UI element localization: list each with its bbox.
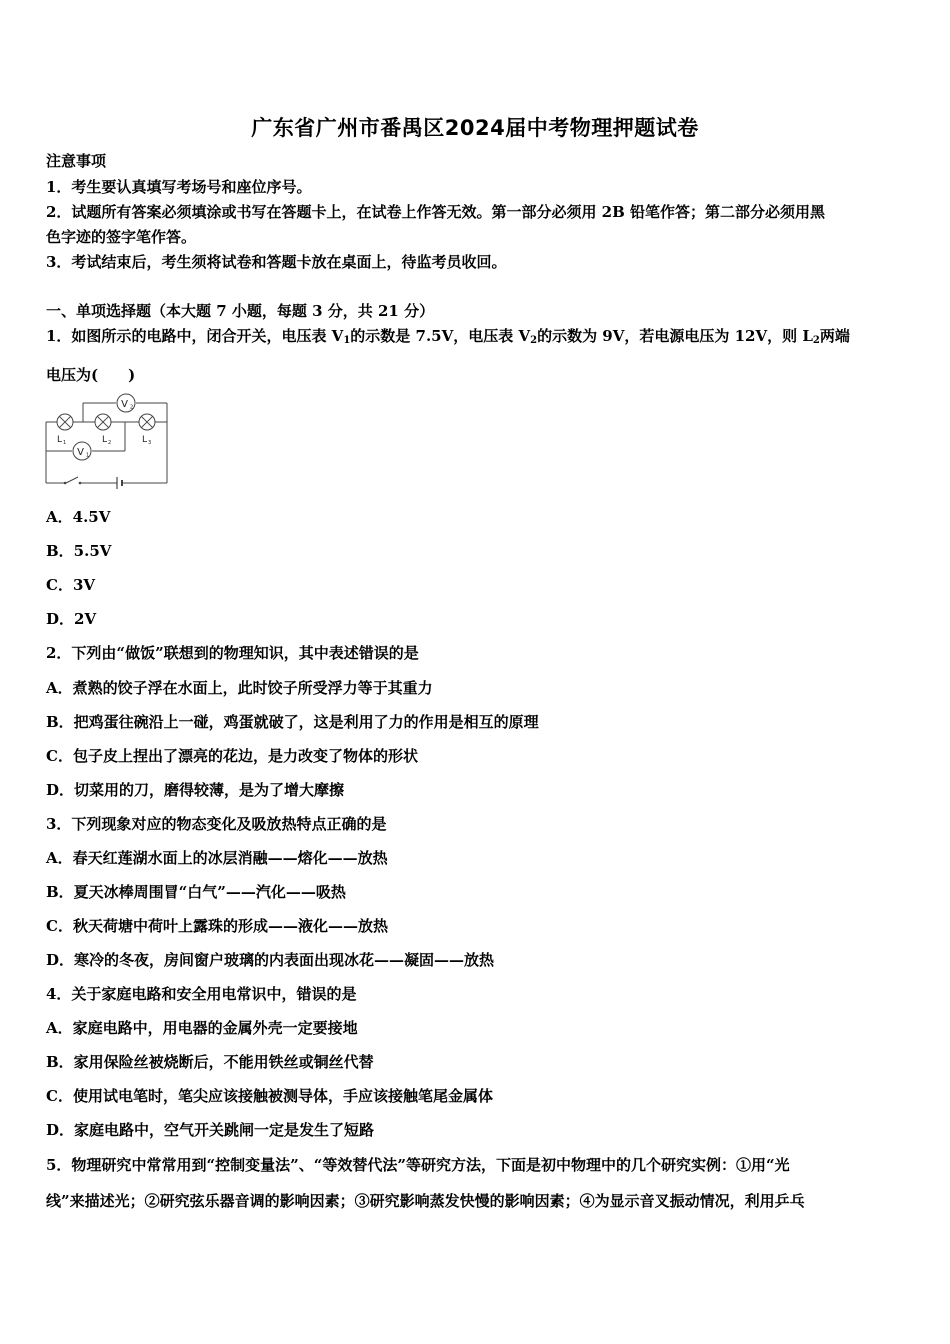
q1-text-4: 两端 <box>819 327 850 345</box>
q1-sub-3: 2 <box>812 335 820 346</box>
circuit-diagram <box>40 392 175 490</box>
q1-text-1: 1．如图所示的电路中，闭合开关，电压表 V <box>46 327 344 345</box>
lamp-l1-label: L <box>57 435 63 445</box>
q3-option-d: D．寒冷的冬夜，房间窗户玻璃的内表面出现冰花——凝固——放热 <box>46 951 495 969</box>
question-5-stem-cont: 线”来描述光；②研究弦乐器音调的影响因素；③研究影响蒸发快慢的影响因素；④为显示音叉振动情况，利用乒乓 <box>46 1192 805 1210</box>
notice-item: 2．试题所有答案必须填涂或书写在答题卡上，在试卷上作答无效。第一部分必须用 2B 铅笔作答；第二部分必须用黑 <box>46 203 826 221</box>
question-3-stem: 3．下列现象对应的物态变化及吸放热特点正确的是 <box>46 815 387 833</box>
switch-contact <box>64 482 67 485</box>
lamp-l3-subscript: 3 <box>148 440 152 446</box>
question-5-stem: 5．物理研究中常常用到“控制变量法”、“等效替代法”等研究方法，下面是初中物理中的几个研究实例：①用“光 <box>46 1156 790 1174</box>
question-1-stem-cont: 电压为( ) <box>46 366 136 384</box>
voltmeter-v1-label: V <box>77 447 84 458</box>
lamp-l2-icon <box>95 414 111 430</box>
question-2-stem: 2．下列由“做饭”联想到的物理知识，其中表述错误的是 <box>46 644 419 662</box>
q1-text-2: 的示数是 7.5V，电压表 V <box>350 327 531 345</box>
notice-item: 1．考生要认真填写考场号和座位序号。 <box>46 178 312 196</box>
switch-contact <box>79 482 82 485</box>
q2-option-c: C．包子皮上捏出了漂亮的花边，是力改变了物体的形状 <box>46 747 418 765</box>
voltmeter-v2-subscript: 2 <box>130 404 134 411</box>
q3-option-c: C．秋天荷塘中荷叶上露珠的形成——液化——放热 <box>46 917 388 935</box>
notice-item: 色字迹的签字笔作答。 <box>46 228 197 246</box>
q1-sub-2: 2 <box>530 335 538 346</box>
section-heading: 一、单项选择题（本大题 7 小题，每题 3 分，共 21 分） <box>46 302 435 320</box>
q4-option-c: C．使用试电笔时，笔尖应该接触被测导体，手应该接触笔尾金属体 <box>46 1087 493 1105</box>
notice-item: 3．考试结束后，考生须将试卷和答题卡放在桌面上，待监考员收回。 <box>46 253 507 271</box>
q2-option-a: A．煮熟的饺子浮在水面上，此时饺子所受浮力等于其重力 <box>46 679 433 697</box>
lamp-l1-subscript: 1 <box>63 440 67 446</box>
q1-sub-1: 1 <box>343 335 351 346</box>
question-1-stem <box>46 326 908 346</box>
lamp-l1-icon <box>57 414 73 430</box>
voltmeter-v1-subscript: 1 <box>86 452 90 459</box>
q1-option-c: C．3V <box>46 576 96 594</box>
q4-option-a: A．家庭电路中，用电器的金属外壳一定要接地 <box>46 1019 358 1037</box>
lamp-l2-label: L <box>102 435 108 445</box>
lamp-l2-subscript: 2 <box>108 440 112 446</box>
voltmeter-v2-icon <box>117 394 135 412</box>
q1-text-3: 的示数为 9V，若电源电压为 12V，则 L <box>537 327 813 345</box>
q3-option-b: B．夏天冰棒周围冒“白气”——汽化——吸热 <box>46 883 346 901</box>
q2-option-b: B．把鸡蛋往碗沿上一碰，鸡蛋就破了，这是利用了力的作用是相互的原理 <box>46 713 539 731</box>
voltmeter-v2-label: V <box>121 399 128 410</box>
q4-option-b: B．家用保险丝被烧断后，不能用铁丝或铜丝代替 <box>46 1053 374 1071</box>
q3-option-a: A．春天红莲湖水面上的冰层消融——熔化——放热 <box>46 849 388 867</box>
notice-heading: 注意事项 <box>46 152 107 170</box>
q1-option-a: A．4.5V <box>46 508 111 526</box>
q2-option-d: D．切菜用的刀，磨得较薄，是为了增大摩擦 <box>46 781 345 799</box>
lamp-l3-label: L <box>142 435 148 445</box>
q1-option-d: D．2V <box>46 610 97 628</box>
q4-option-d: D．家庭电路中，空气开关跳闸一定是发生了短路 <box>46 1121 375 1139</box>
q1-option-b: B．5.5V <box>46 542 112 560</box>
voltmeter-v1-icon <box>73 442 91 460</box>
question-4-stem: 4．关于家庭电路和安全用电常识中，错误的是 <box>46 985 357 1003</box>
lamp-l3-icon <box>139 414 155 430</box>
page-title: 广东省广州市番禺区2024届中考物理押题试卷 <box>251 116 699 140</box>
